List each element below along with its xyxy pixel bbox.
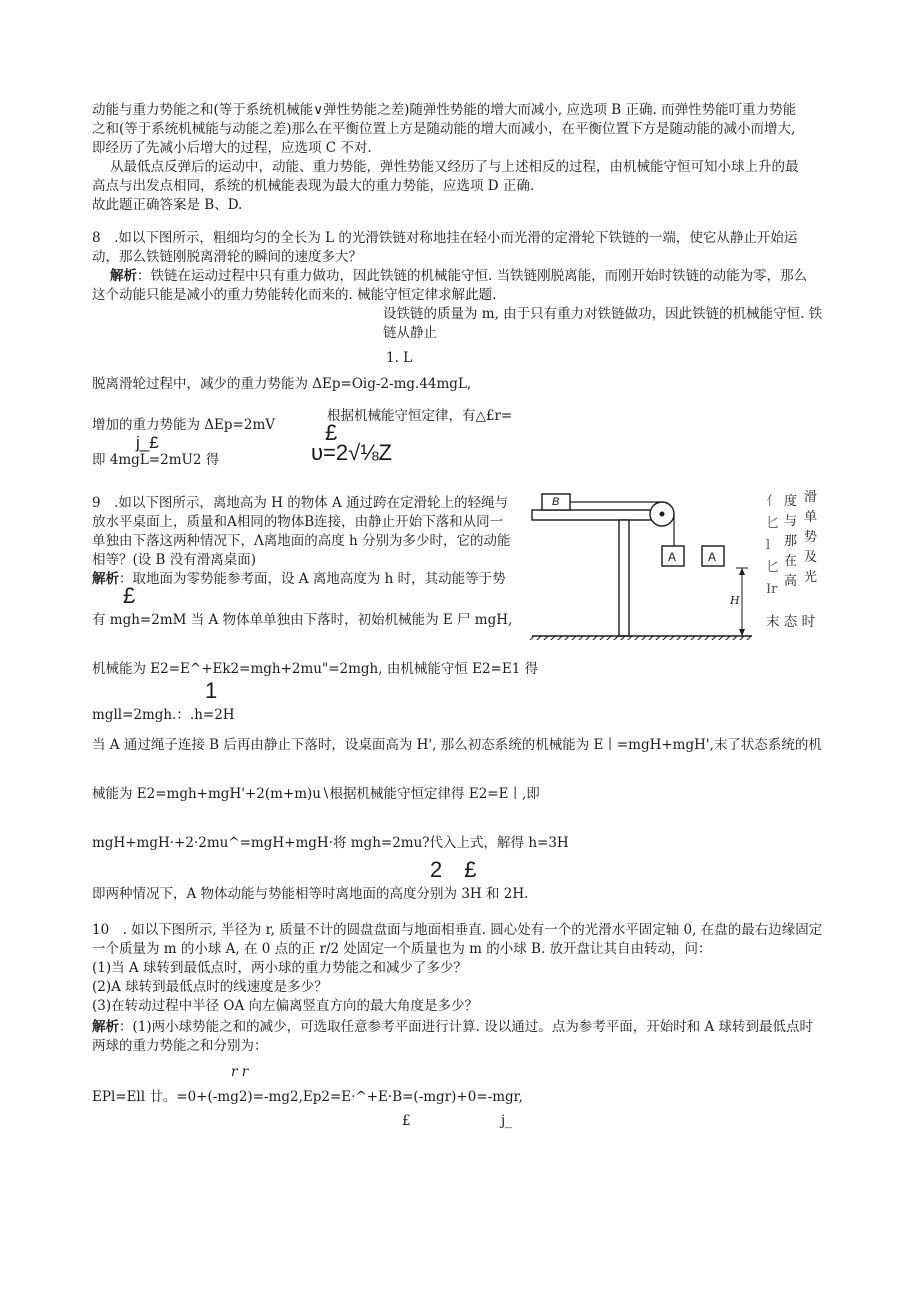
left-col-3: 匕 — [766, 560, 780, 575]
block-b-label: B — [552, 496, 560, 508]
q8-decrease-line: 脱离滑轮过程中，减少的重力势能为 ΔEp=Oig-2-mg.44mgL, — [92, 376, 472, 392]
q10-line-2: 一个质量为 m 的小球 A, 在 0 点的正 r/2 处固定一个质量也为 m 的小球 B. 放开盘让其自由转动，问： — [92, 941, 712, 957]
intro-line-3: 即经历了先减小后增大的过程，应选项 C 不对. — [92, 140, 372, 156]
q8-analysis-text: ：铁链在运动过程中只有重力做功，因此铁链的机械能守恒. 当铁链刚脱离能，而刚开始时铁链的动能为零，那么 — [137, 268, 808, 284]
q9-line-2: 放水平桌面上，质量和A相同的物体B连接，由静止开始下落和从同一 — [92, 514, 504, 530]
col1-3: 在 — [784, 554, 798, 569]
q8-increase-line: 增加的重力势能为 ΔEp=2mV — [92, 417, 275, 433]
q8-law-line: 根据机械能守恒定律，有△£r= — [327, 408, 513, 424]
table-top — [532, 510, 664, 520]
q8-result: υ=2√⅛Z — [311, 440, 392, 465]
q8-analysis-label: 解析 — [110, 268, 137, 284]
intro-line-1: 动能与重力势能之和(等于系统机械能∨弹性势能之差)随弹性势能的增大而减小, 应选项 B 正确. 而弹性势能叮重力势能 — [92, 102, 797, 118]
q9-one: 1 — [205, 678, 218, 703]
figure-col-2 — [804, 490, 817, 586]
q10-question-3: (3)在转动过程中半径 OA 向左偏离竖直方向的最大角度是多少？ — [92, 998, 479, 1014]
q8-line-2: 动，那么铁链刚脱离滑轮的瞬间的速度多大？ — [92, 249, 362, 265]
intro-line-6: 故此题正确答案是 B、D. — [92, 197, 243, 213]
q10-analysis-line-2: 两球的重力势能之和分别为： — [92, 1038, 268, 1054]
left-col-4: Ir — [766, 582, 778, 597]
q10-question-1: (1)当 A 球转到最低点时，两小球的重力势能之和减少了多少？ — [92, 960, 467, 976]
q9-analysis-line — [92, 570, 506, 588]
height-label: H — [730, 594, 740, 607]
pulley-axle — [660, 512, 665, 517]
q8-analysis-line-1 — [110, 267, 807, 285]
q8-fraction-top: £ — [325, 420, 338, 445]
q9-line-c: mgll=2mgh.：.h=2H — [92, 707, 235, 723]
q10-analysis-line-1 — [92, 1018, 813, 1036]
q9-line-e: 械能为 E2=mgh+mgH'+2(m+m)u∖根据机械能守恒定律得 E2=E丨,即 — [92, 786, 540, 802]
col1-1: 与 — [784, 514, 798, 529]
col1-0: 度 — [784, 494, 798, 509]
q9-line-f: mgH+mgH·+2·2mu^=mgH+mgH·将 mgh=2mu?代入上式，解得 h=3H — [92, 835, 569, 851]
q9-pound: £ — [123, 583, 136, 608]
intro-line-2: 之和(等于系统机械能与动能之差)那么在平衡位置上方是随动能的增大而减小，在平衡位置下方是随动能的减小而增大, — [92, 121, 796, 137]
figure-left-col — [766, 494, 779, 598]
q10-question-2: (2)A 球转到最低点时的线速度是多少？ — [92, 979, 328, 995]
col2-2: 势 — [804, 530, 818, 545]
col2-0: 滑 — [804, 490, 818, 505]
q9-analysis-label: 解析 — [92, 571, 119, 587]
figure-col-1 — [784, 494, 797, 590]
q9-line-3: 单独由下落这两种情况下，Λ离地面的高度 h 分别为多少时，它的动能 — [92, 533, 511, 549]
q10-analysis-label: 解析 — [92, 1019, 119, 1035]
q10-pound: £ — [402, 1113, 411, 1129]
block-a-free-label: A — [708, 550, 717, 564]
q9-conclusion: 即两种情况下，A 物体动能与势能相等时离地面的高度分别为 3H 和 2H. — [92, 886, 529, 902]
col1-2: 那 — [784, 534, 798, 549]
q8-fraction-line: 1. L — [386, 350, 413, 366]
height-arrow-up — [739, 568, 745, 575]
q8-ji-line: 即 4mgL=2mU2 得 — [92, 452, 220, 468]
left-col-0: 亻 — [766, 494, 780, 509]
q8-right-line-1: 设铁链的质量为 m, 由于只有重力对铁链做功，因此铁链的机械能守恒. 铁 — [383, 306, 823, 322]
table-leg — [619, 520, 629, 636]
col1-4: 高 — [784, 574, 798, 589]
col2-4: 光 — [804, 570, 818, 585]
q8-analysis-line-2: 这个动能只能是减小的重力势能转化而来的. 械能守恒定律求解此题. — [92, 287, 497, 303]
left-col-1: 匕 — [766, 516, 780, 531]
q9-line-d: 当 A 通过绳子连接 B 后再由静止下落时，设桌面高为 H', 那么初态系统的机械能为 E丨=mgH+mgH',末了状态系统的机 — [92, 737, 822, 753]
q9-two-pound: 2 £ — [430, 857, 477, 882]
q8-line-1: 8 .如以下图所示，粗细均匀的全长为 L 的光滑铁链对称地挂在轻小而光滑的定滑轮下铁链的一端，使它从静止开始运 — [92, 230, 798, 246]
figure-end-label: 末 态 时 — [766, 614, 816, 630]
q9-analysis-text: ：取地面为零势能参考面，设 A 离地高度为 h 时，其动能等于势 — [119, 571, 506, 587]
left-col-2: l — [766, 538, 771, 553]
q8-right-line-2: 链从静止 — [383, 325, 437, 341]
intro-line-5: 高点与出发点相同，系统的机械能表现为最大的重力势能，应选项 D 正确. — [92, 178, 535, 194]
q9-line-a: 有 mgh=2mM 当 A 物体单单独由下落时，初始机械能为 E 尸 mgH, — [92, 612, 513, 628]
col2-1: 单 — [804, 510, 818, 525]
q10-rr: r r — [231, 1064, 249, 1080]
q9-line-b: 机械能为 E2=E^+Ek2=mgh+2mu"=2mgh, 由机械能守恒 E2=E1 得 — [92, 661, 539, 677]
q8-jl: j_£ — [136, 433, 159, 452]
col2-3: 及 — [804, 550, 818, 565]
q10-jl: j_ — [501, 1113, 512, 1129]
q10-line-1: 10 . 如以下图所示, 半径为 r, 质量不计的圆盘盘面与地面相垂直. 圆心处有一个的光滑水平固定轴 0, 在盘的最右边缘固定 — [92, 922, 823, 938]
q9-line-4: 相等？(设 B 没有滑离桌面) — [92, 552, 257, 568]
height-arrow-down — [739, 629, 745, 636]
q10-ep-line: EPl=Ell 廿。=0+(-mg2)=-mg2,Ep2=E·^+E·B=(-mgr)+0=-mgr, — [92, 1089, 523, 1105]
q9-line-1: 9 .如以下图所示，离地高为 H 的物体 A 通过跨在定滑轮上的轻绳与 — [92, 495, 509, 511]
intro-line-4: 从最低点反弹后的运动中，动能、重力势能，弹性势能又经历了与上述相反的过程，由机械能守恒可知小球上升的最 — [110, 159, 799, 175]
q10-analysis-text: ：(1)两小球势能之和的减少，可选取任意参考平面进行计算. 设以通过。点为参考平面，开始时和 A 球转到最低点时 — [119, 1019, 814, 1035]
block-a-hanging-label: A — [668, 550, 677, 564]
